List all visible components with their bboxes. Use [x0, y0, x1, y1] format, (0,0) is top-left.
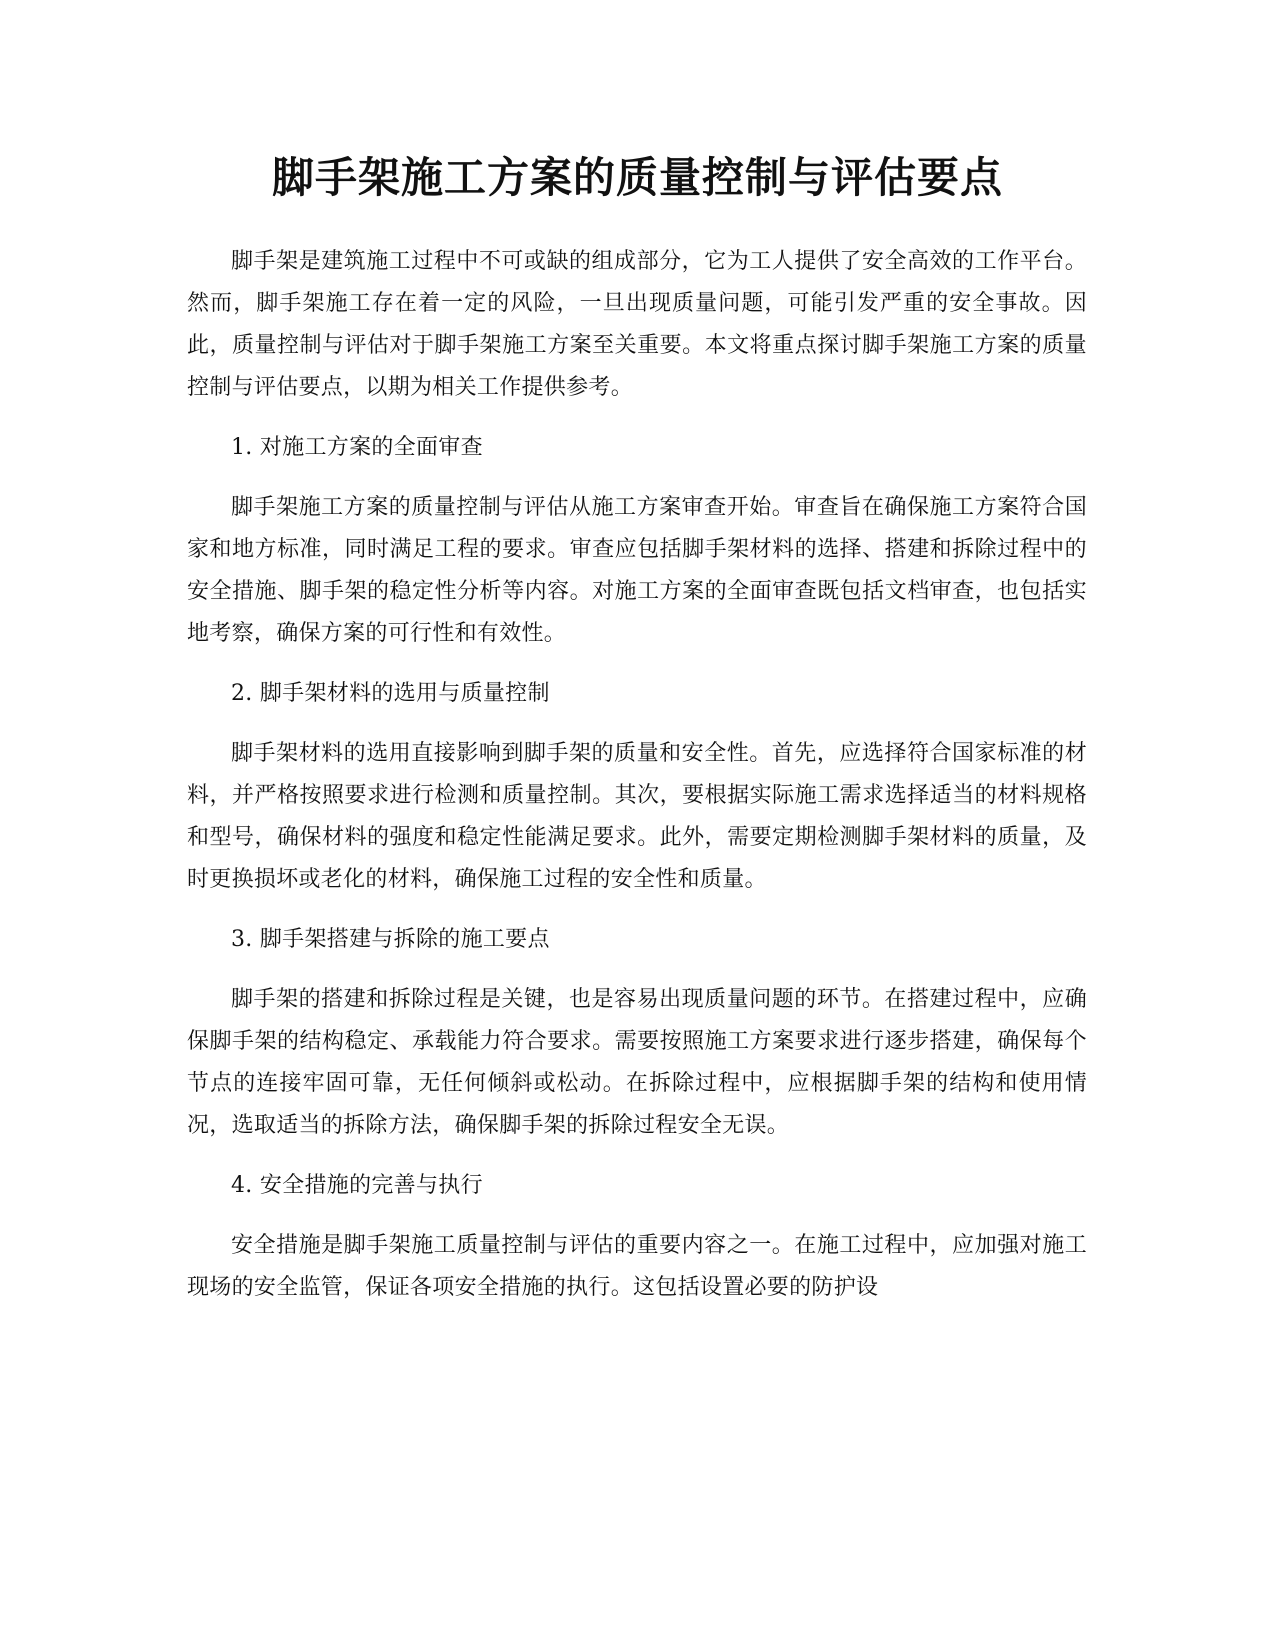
- section-paragraph-2: 脚手架材料的选用直接影响到脚手架的质量和安全性。首先，应选择符合国家标准的材料，并严格按照要求进行检测和质量控制。其次，要根据实际施工需求选择适当的材料规格和型号，确保材料的强度和稳定性能满足要求。此外，需要定期检测脚手架材料的质量，及时更换损坏或老化的材料，确保施工过程的安全性和质量。: [187, 741, 1087, 892]
- intro-paragraph: 脚手架是建筑施工过程中不可或缺的组成部分，它为工人提供了安全高效的工作平台。然而，脚手架施工存在着一定的风险，一旦出现质量问题，可能引发严重的安全事故。因此，质量控制与评估对于脚手架施工方案至关重要。本文将重点探讨脚手架施工方案的质量控制与评估要点，以期为相关工作提供参考。: [187, 249, 1087, 400]
- section-heading-3: 3. 脚手架搭建与拆除的施工要点: [231, 927, 550, 952]
- section-paragraph-1: 脚手架施工方案的质量控制与评估从施工方案审查开始。审查旨在确保施工方案符合国家和地方标准，同时满足工程的要求。审查应包括脚手架材料的选择、搭建和拆除过程中的安全措施、脚手架的稳定性分析等内容。对施工方案的全面审查既包括文档审查，也包括实地考察，确保方案的可行性和有效性。: [187, 495, 1087, 646]
- section-heading-1: 1. 对施工方案的全面审查: [231, 435, 483, 460]
- document-body: [187, 241, 1087, 1309]
- document-title: 脚手架施工方案的质量控制与评估要点: [271, 153, 1003, 202]
- section-paragraph-3: 脚手架的搭建和拆除过程是关键，也是容易出现质量问题的环节。在搭建过程中，应确保脚手架的结构稳定、承载能力符合要求。需要按照施工方案要求进行逐步搭建，确保每个节点的连接牢固可靠，无任何倾斜或松动。在拆除过程中，应根据脚手架的结构和使用情况，选取适当的拆除方法，确保脚手架的拆除过程安全无误。: [187, 987, 1087, 1138]
- section-heading-2: 2. 脚手架材料的选用与质量控制: [231, 681, 550, 706]
- section-heading-4: 4. 安全措施的完善与执行: [231, 1173, 483, 1198]
- section-paragraph-4: 安全措施是脚手架施工质量控制与评估的重要内容之一。在施工过程中，应加强对施工现场的安全监管，保证各项安全措施的执行。这包括设置必要的防护设: [187, 1233, 1087, 1300]
